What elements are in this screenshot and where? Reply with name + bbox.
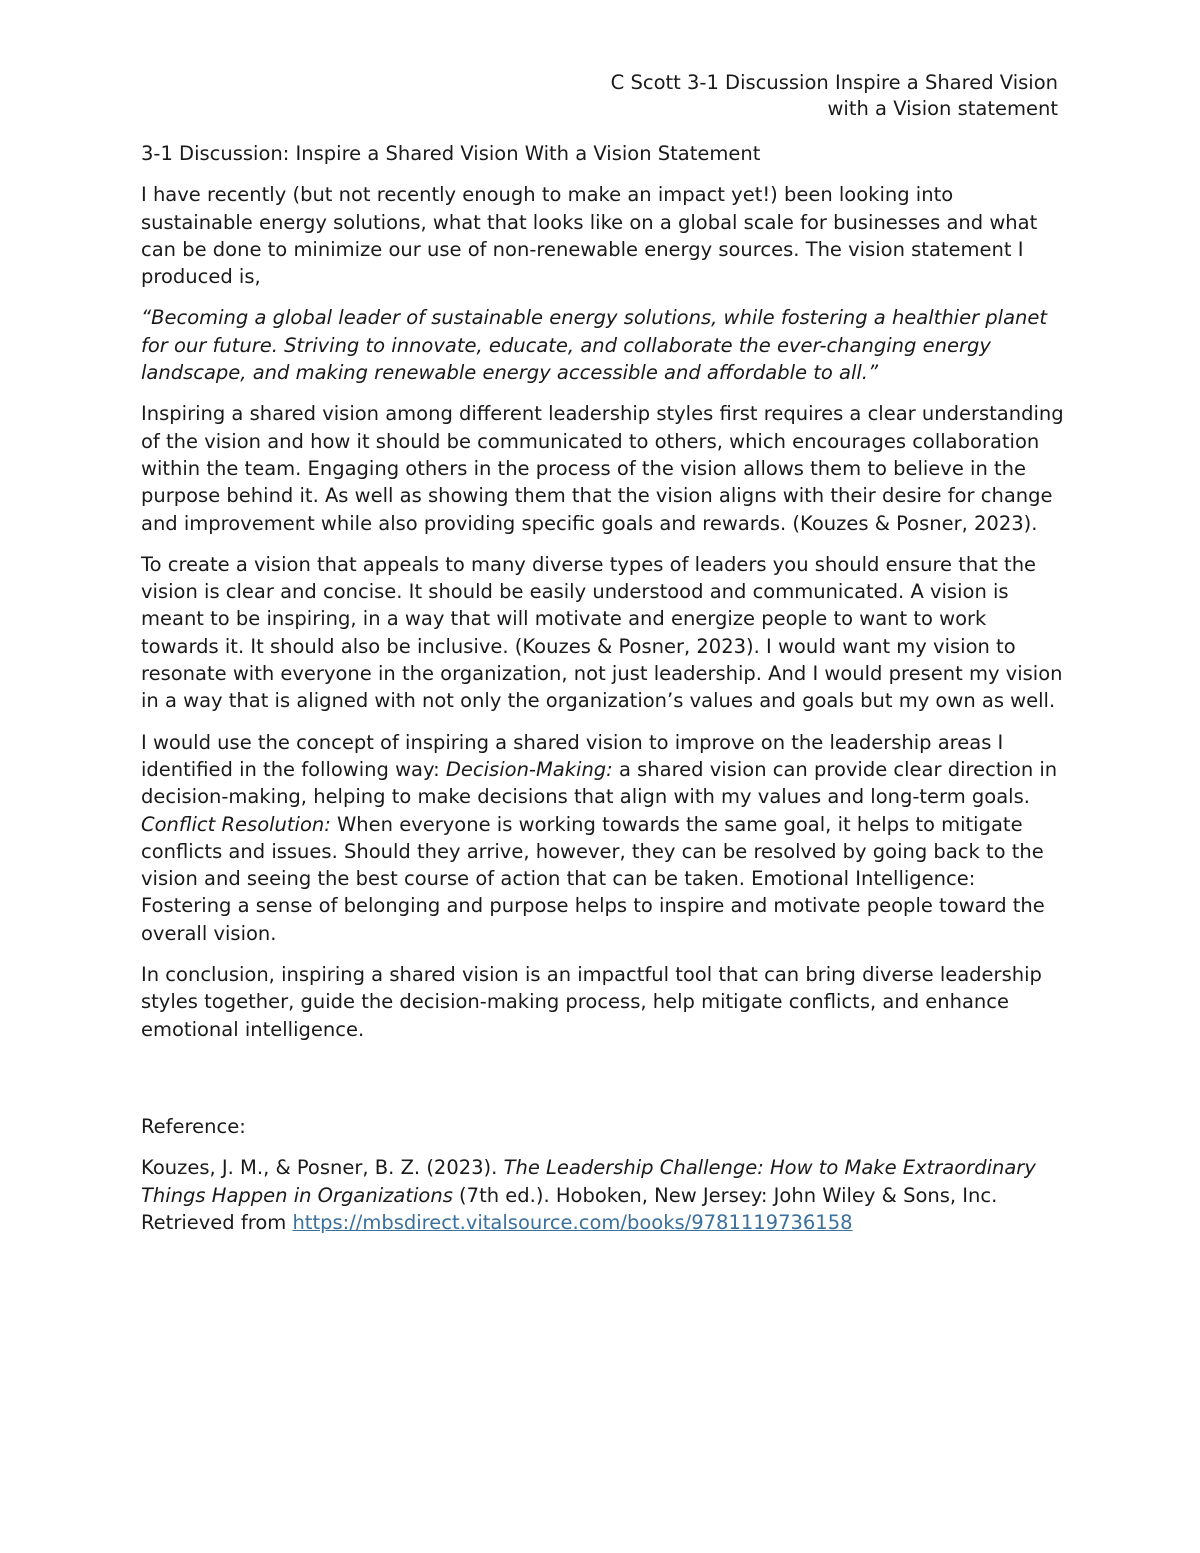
concept-text-3: When everyone is working towards the same goal, it helps to mitigate conflicts and issues. Should they arrive, however, they can be resolved by going back to the vision and seeing the best course of action that can be taken. Emotional Intelligence: Fostering a sense of belonging and purpose helps to inspire and motivate people toward the overall vision.: [141, 812, 1045, 945]
decision-making-label: Decision-Making:: [445, 757, 613, 781]
reference-entry: [141, 1154, 1066, 1236]
intro-paragraph: I have recently (but not recently enough to make an impact yet!) been looking into sustainable energy solutions, what that looks like on a global scale for businesses and what can be done to minimize our use of non-renewable energy sources. The vision statement I produced is,: [141, 183, 1038, 289]
reference-url-link[interactable]: https://mbsdirect.vitalsource.com/books/9781119736158: [292, 1210, 853, 1234]
conclusion-paragraph: In conclusion, inspiring a shared vision is an impactful tool that can bring diverse leadership styles together, guide the decision-making process, help mitigate conflicts, and enhance emotional intelligence.: [141, 963, 1042, 1041]
header-line-1: C Scott 3-1 Discussion Inspire a Shared Vision: [610, 71, 1058, 94]
create-vision-paragraph: To create a vision that appeals to many diverse types of leaders you should ensure that the vision is clear and concise. It should be easily understood and communicated. A vision is meant to be inspiring, in a way that will motivate and energize people to want to work towards it. It should also be inclusive. (Kouzes & Posner, 2023). I would want my vision to resonate with everyone in the organization, not just leadership. And I would present my vision in a way that is aligned with not only the organization’s values and goals but my own as well.: [141, 552, 1063, 713]
reference-details: (7th ed.). Hoboken, New Jersey: John Wiley & Sons, Inc. Retrieved from: [141, 1183, 998, 1234]
vision-statement-quote: “Becoming a global leader of sustainable energy solutions, while fostering a healthier planet for our future. Striving to innovate, educate, and collaborate the ever-changing energy landscape, and making renewable energy accessible and affordable to all.”: [141, 306, 1048, 385]
reference-heading: Reference:: [141, 1114, 246, 1138]
conflict-resolution-label: Conflict Resolution:: [141, 812, 331, 836]
section-spacer: [141, 1057, 1066, 1113]
document-body: [141, 140, 1066, 1250]
header-line-2: with a Vision statement: [827, 97, 1058, 120]
concept-text-2: a shared vision can provide clear direction in decision-making, helping to make decisions that align with my values and long-term goals.: [141, 757, 1058, 809]
page-header: [458, 70, 1058, 122]
reference-book-title: The Leadership Challenge: How to Make Extraordinary Things Happen in Organizations: [141, 1156, 1036, 1207]
concept-text-1: I would use the concept of inspiring a shared vision to improve on the leadership areas I identified in the following way:: [141, 730, 1004, 781]
reference-authors: Kouzes, J. M., & Posner, B. Z. (2023).: [141, 1156, 504, 1180]
document-title: 3-1 Discussion: Inspire a Shared Vision With a Vision Statement: [141, 142, 761, 165]
inspiring-paragraph: Inspiring a shared vision among different leadership styles first requires a clear understanding of the vision and how it should be communicated to others, which encourages collaboration within the team. Engaging others in the process of the vision allows them to believe in the purpose behind it. As well as showing them that the vision aligns with their desire for change and improvement while also providing specific goals and rewards. (Kouzes & Posner, 2023).: [141, 402, 1064, 535]
concept-paragraph: [141, 729, 1066, 947]
